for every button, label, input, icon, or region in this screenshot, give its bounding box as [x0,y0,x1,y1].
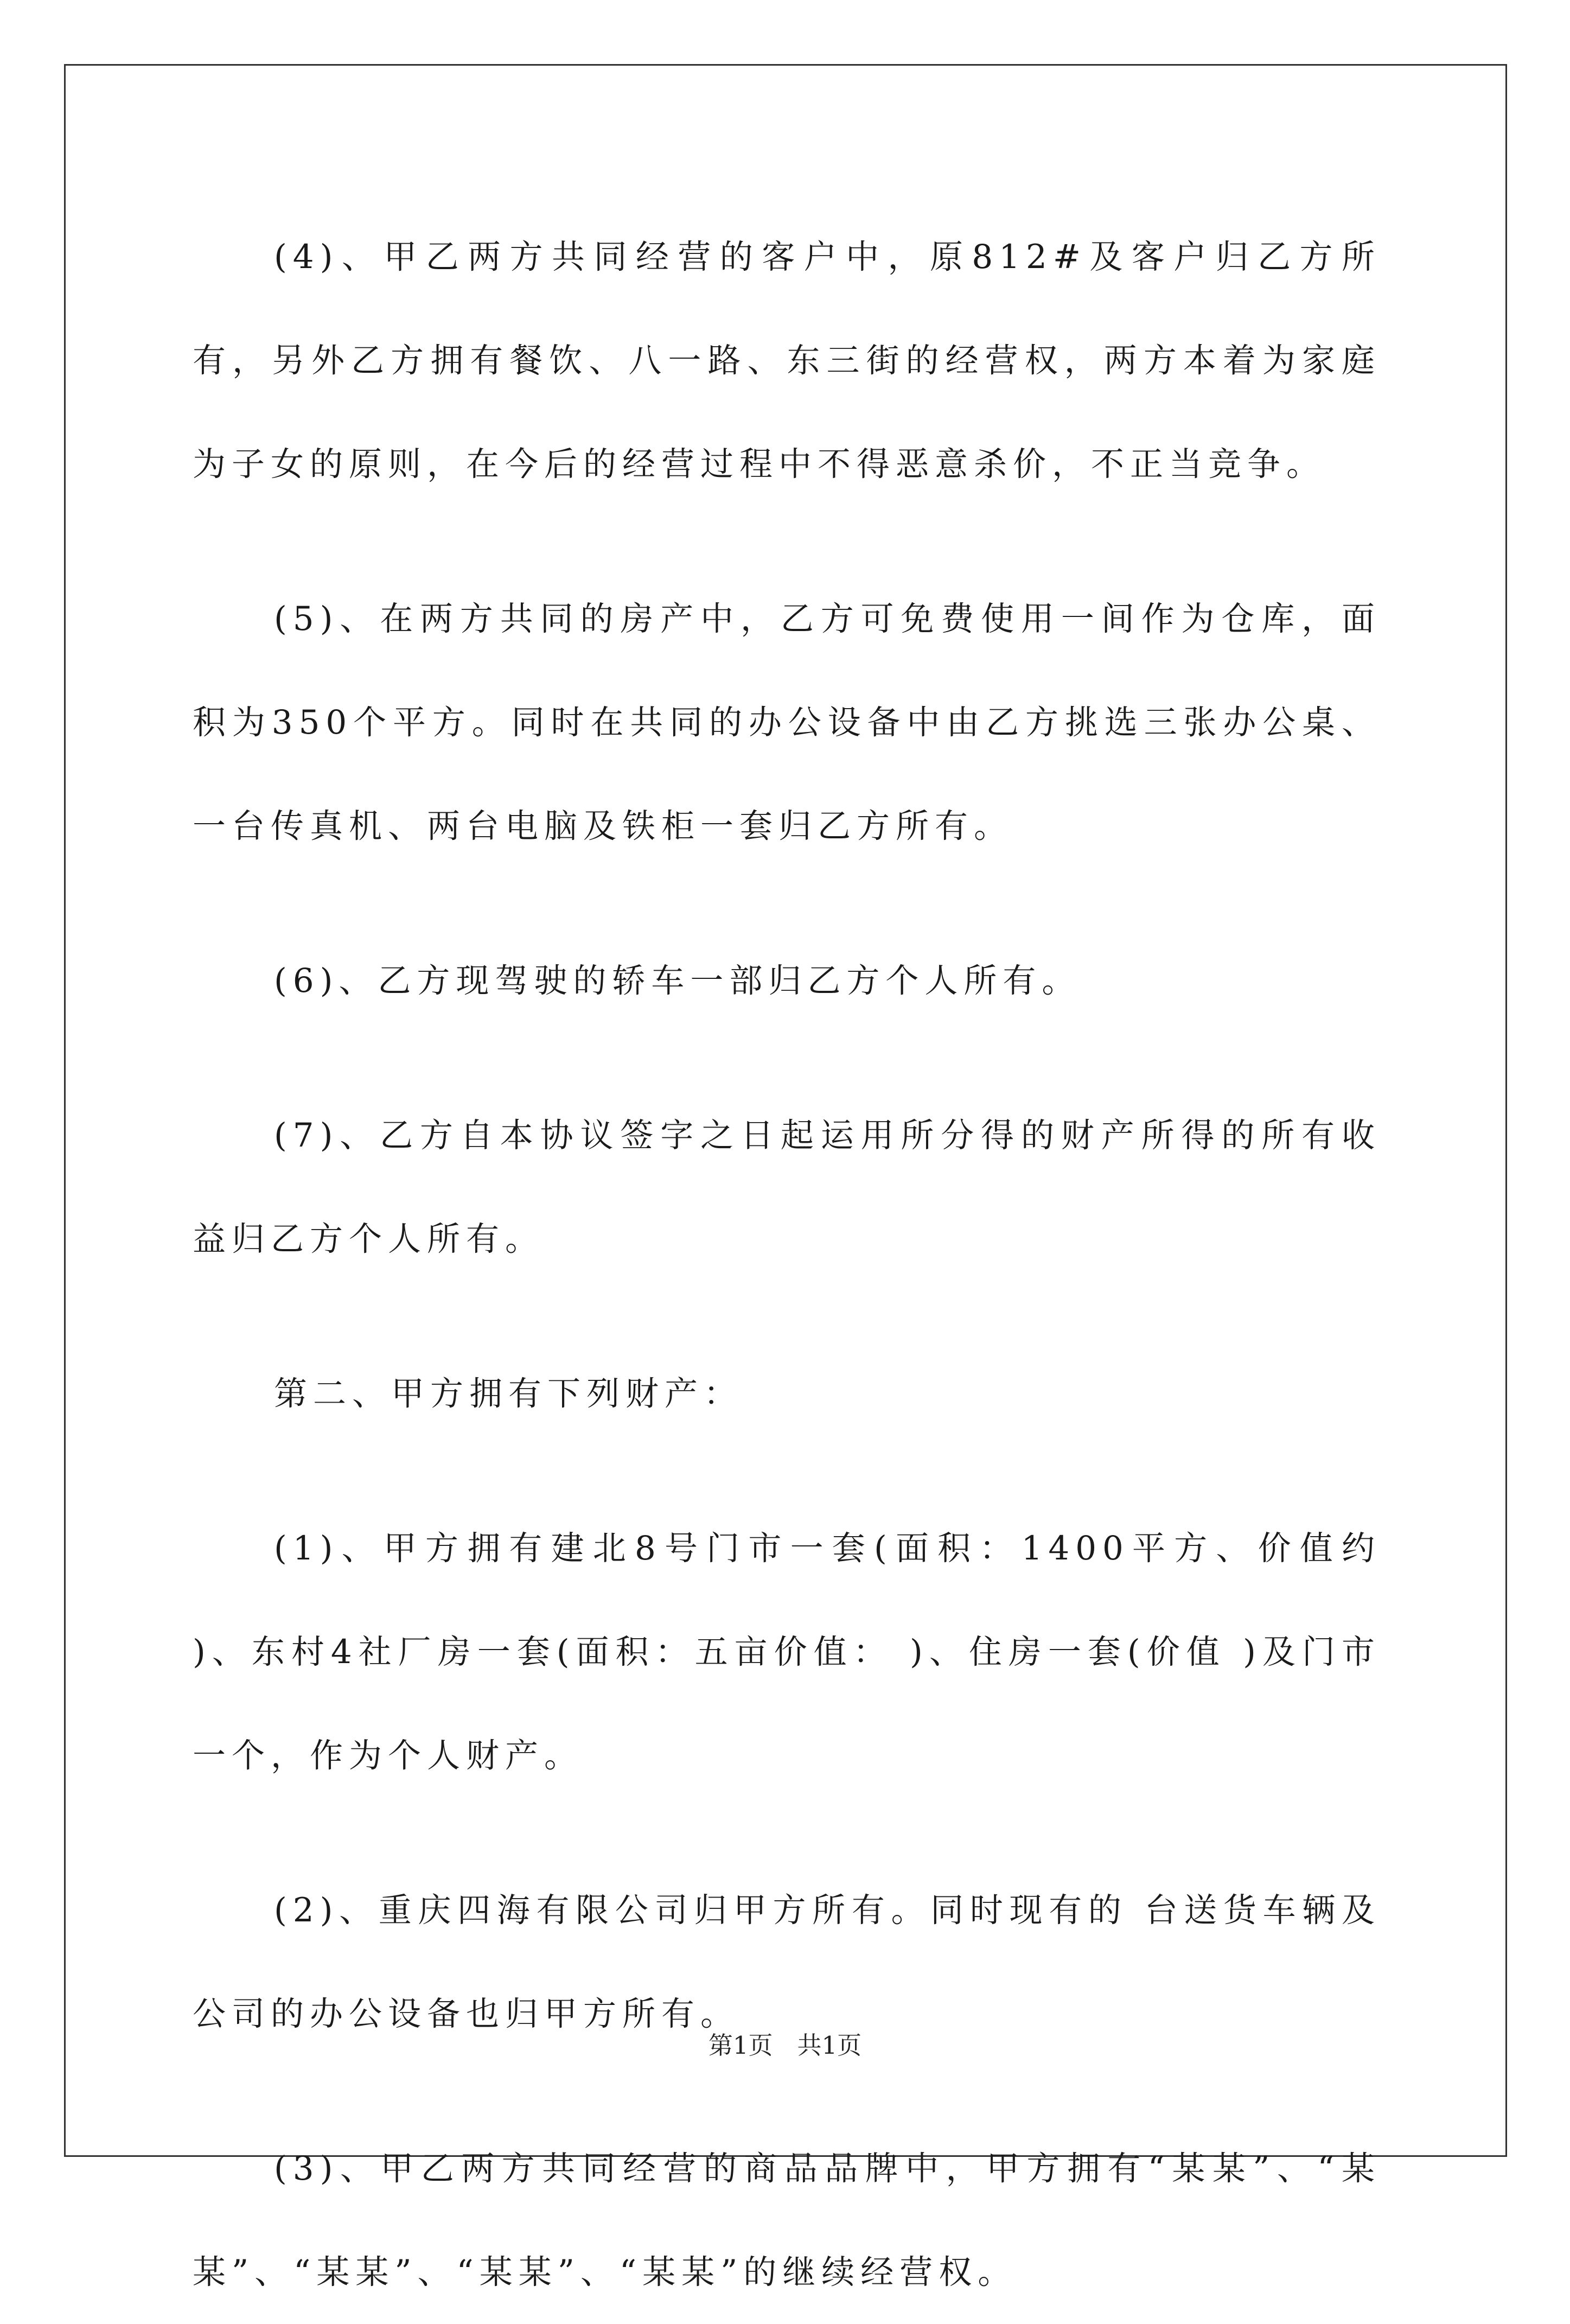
section-heading-party-a: 第二、甲方拥有下列财产： [274,1374,743,1413]
document-body [193,205,1381,2324]
page-total: 共1页 [797,2031,862,2060]
paragraph-5-property: (5)、在两方共同的房产中，乙方可免费使用一间作为仓库，面积为350个平方。同时在共同的办公设备中由乙方挑选三张办公桌、一台传真机、两台电脑及铁柜一套归乙方所有。 [193,600,1381,845]
page-footer [0,2029,1570,2062]
paragraph-a3-brands: (3)、甲乙两方共同经营的商品品牌中，甲方拥有“某某”、“某某”、“某某”、“某某”、“某某”的继续经营权。 [193,2149,1381,2291]
paragraph-6-car: (6)、乙方现驾驶的轿车一部归乙方个人所有。 [274,962,1081,1000]
paragraph-4-clients: (4)、甲乙两方共同经营的客户中，原812#及客户归乙方所有，另外乙方拥有餐饮、八一路、东三街的经营权，两方本着为家庭为子女的原则，在今后的经营过程中不得恶意杀价，不正当竞争。 [193,238,1381,483]
page-number: 第1页 [708,2031,773,2060]
paragraph-7-income: (7)、乙方自本协议签字之日起运用所分得的财产所得的所有收益归乙方个人所有。 [193,1116,1381,1258]
paragraph-a2-company: (2)、重庆四海有限公司归甲方所有。同时现有的 台送货车辆及公司的办公设备也归甲方所有。 [193,1891,1381,2033]
paragraph-a1-real-estate: (1)、甲方拥有建北8号门市一套(面积：1400平方、价值约 )、东村4社厂房一套(面积：五亩价值： )、住房一套(价值 )及门市一个，作为个人财产。 [193,1529,1381,1775]
